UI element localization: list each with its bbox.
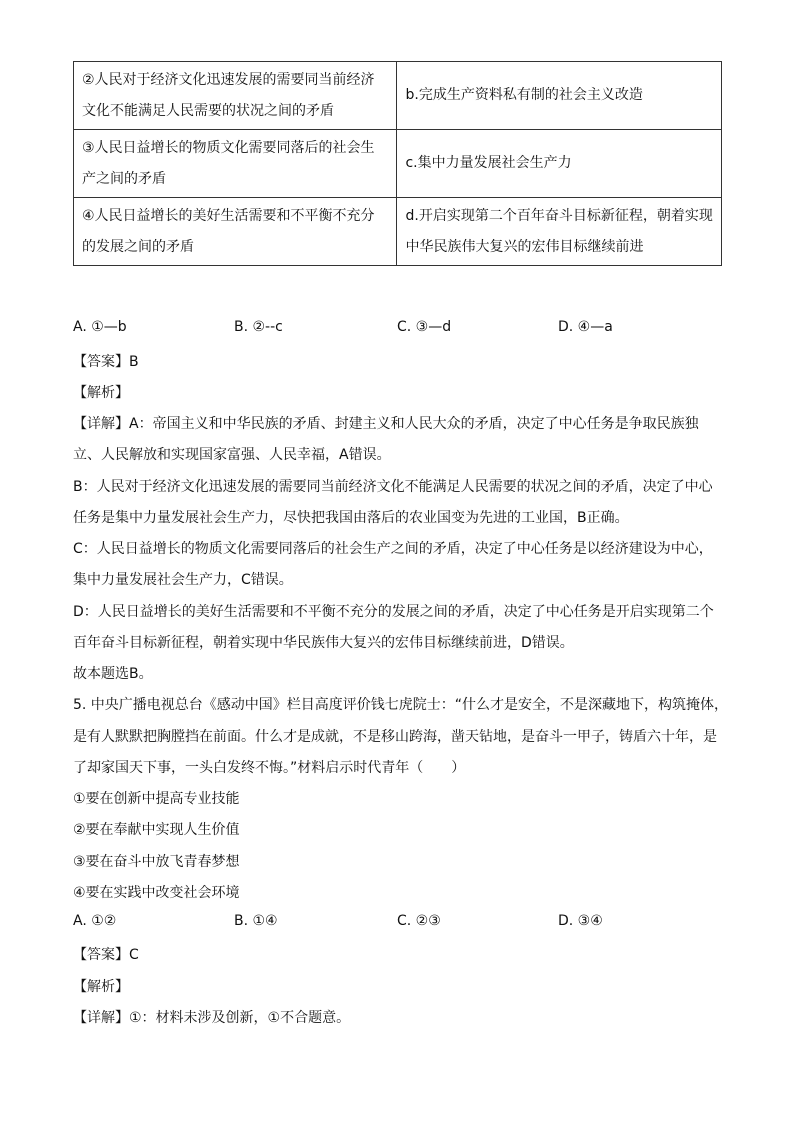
q4-detail-line: C：人民日益增长的物质文化需要同落后的社会生产之间的矛盾，决定了中心任务是以经济建设为中心， — [73, 541, 713, 557]
q5-option-c: C. ②③ — [397, 913, 441, 929]
table-cell-right: c.集中力量发展社会生产力 — [397, 130, 722, 198]
q4-detail-line: D：人民日益增长的美好生活需要和不平衡不充分的发展之间的矛盾，决定了中心任务是开启实现第二个 — [73, 604, 714, 620]
table-row — [74, 62, 722, 130]
q4-answer: 【答案】B — [73, 354, 139, 370]
q4-detail-line: 【详解】A：帝国主义和中华民族的矛盾、封建主义和人民大众的矛盾，决定了中心任务是争取民族独 — [73, 416, 699, 432]
q5-item: ③要在奋斗中放飞青春梦想 — [73, 854, 240, 870]
table-row — [74, 130, 722, 198]
table-cell-left: ②人民对于经济文化迅速发展的需要同当前经济文化不能满足人民需要的状况之间的矛盾 — [74, 62, 397, 130]
q5-stem-line: 了却家国天下事，一头白发终不悔。”材料启示时代青年（ ） — [73, 760, 466, 776]
q5-item: ④要在实践中改变社会环境 — [73, 885, 240, 901]
table-cell-left: ④人民日益增长的美好生活需要和不平衡不充分的发展之间的矛盾 — [74, 198, 397, 266]
q4-detail-line: 百年奋斗目标新征程，朝着实现中华民族伟大复兴的宏伟目标继续前进，D错误。 — [73, 635, 574, 651]
q4-option-d: D. ④—a — [558, 319, 613, 335]
q4-detail-line: 集中力量发展社会生产力，C错误。 — [73, 572, 293, 588]
q5-stem-line: 是有人默默把胸膛挡在前面。什么才是成就，不是移山跨海，凿天钻地，是奋斗一甲子，铸盾六十年，是 — [73, 729, 717, 745]
q5-analysis-heading: 【解析】 — [73, 979, 129, 995]
q5-option-a: A. ①② — [73, 913, 117, 929]
table-cell-left: ③人民日益增长的物质文化需要同落后的社会生产之间的矛盾 — [74, 130, 397, 198]
q4-detail-line: B：人民对于经济文化迅速发展的需要同当前经济文化不能满足人民需要的状况之间的矛盾，决定了中心 — [73, 479, 713, 495]
q5-item: ②要在奉献中实现人生价值 — [73, 822, 240, 838]
q5-detail-line: 【详解】①：材料未涉及创新，①不合题意。 — [73, 1010, 351, 1026]
q4-analysis-heading: 【解析】 — [73, 385, 129, 401]
table-row — [74, 198, 722, 266]
q4-detail-line: 立、人民解放和实现国家富强、人民幸福，A错误。 — [73, 447, 391, 463]
q4-detail-line: 任务是集中力量发展社会生产力，尽快把我国由落后的农业国变为先进的工业国，B正确。 — [73, 510, 629, 526]
q4-option-c: C. ③—d — [397, 319, 452, 335]
q5-stem-line: 5. 中央广播电视总台《感动中国》栏目高度评价钱七虎院士：“什么才是安全，不是深藏地下，构筑掩体， — [73, 697, 729, 713]
table-cell-right: b.完成生产资料私有制的社会主义改造 — [397, 62, 722, 130]
q5-answer: 【答案】C — [73, 947, 139, 963]
q4-conclusion: 故本题选B。 — [73, 666, 153, 682]
q4-option-b: B. ②--c — [234, 319, 283, 335]
q5-item: ①要在创新中提高专业技能 — [73, 791, 240, 807]
matching-table — [73, 61, 722, 266]
q4-option-a: A. ①—b — [73, 319, 127, 335]
table-cell-right: d.开启实现第二个百年奋斗目标新征程，朝着实现中华民族伟大复兴的宏伟目标继续前进 — [397, 198, 722, 266]
q5-option-b: B. ①④ — [234, 913, 278, 929]
q5-option-d: D. ③④ — [558, 913, 603, 929]
